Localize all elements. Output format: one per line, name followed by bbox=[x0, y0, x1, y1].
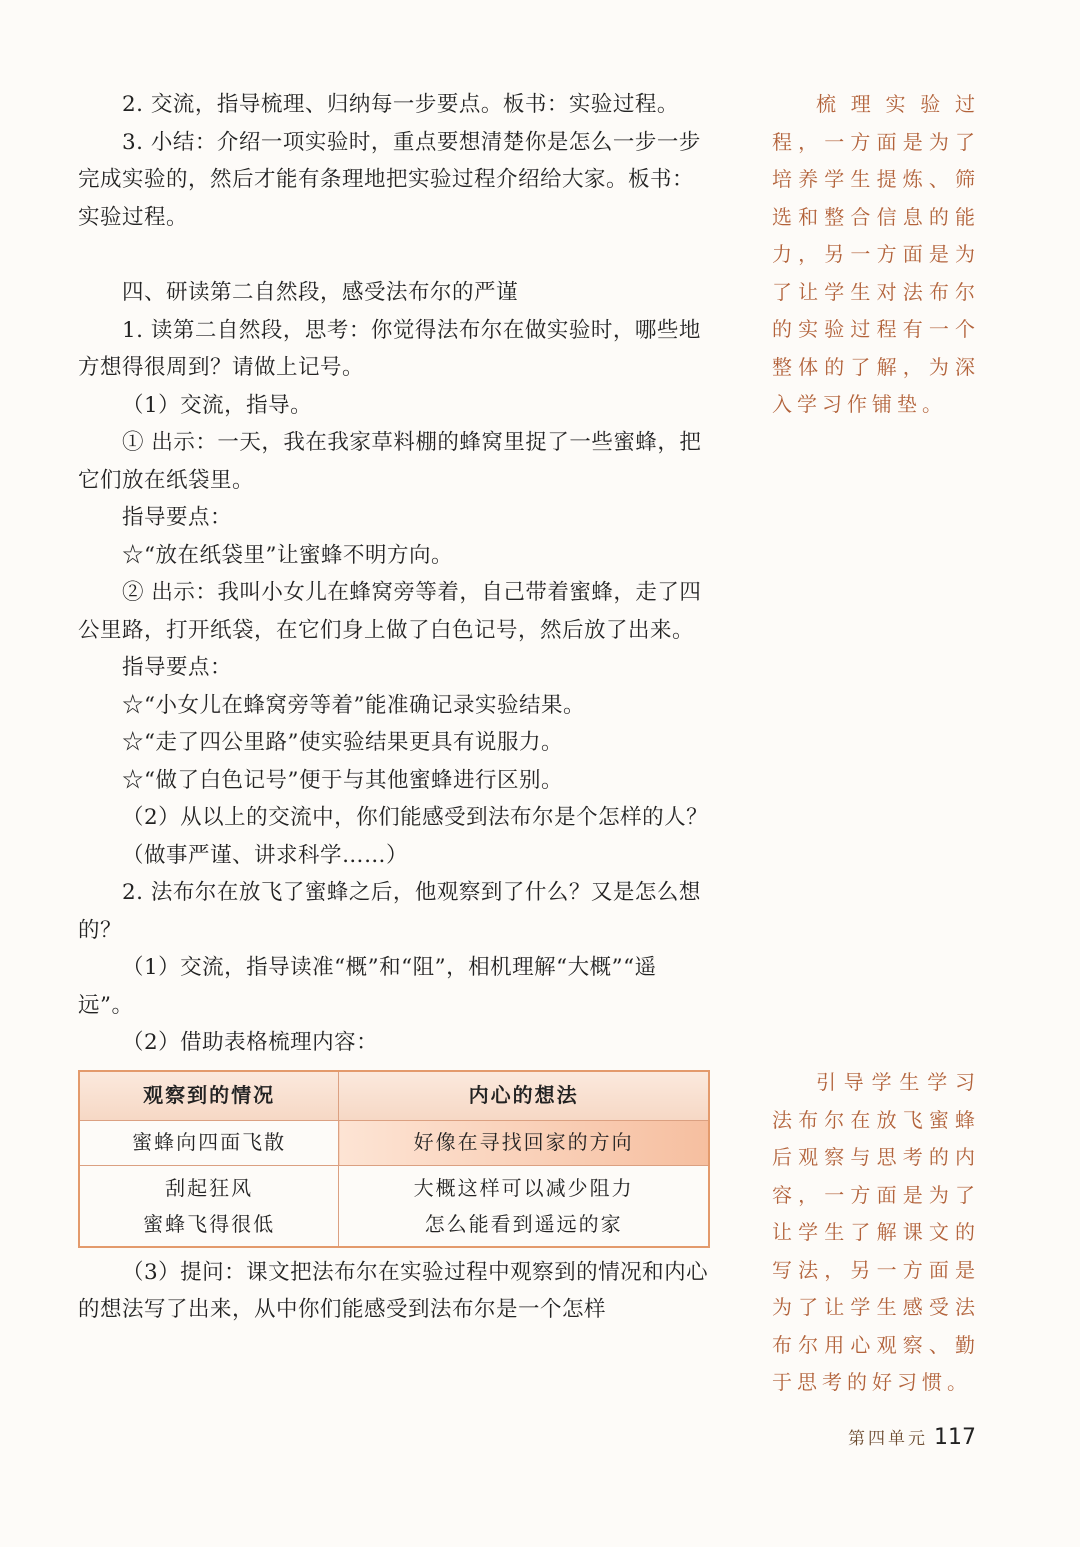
table-cell-highlighted: 好像在寻找回家的方向 bbox=[339, 1120, 709, 1165]
margin-note-text: 引导学生学习法布尔在放飞蜜蜂后观察与思考的内容，一方面是为了让学生了解课文的写法，另一方面是为了让学生感受法布尔用心观察、勤于思考的好习惯。 bbox=[772, 1070, 980, 1394]
paragraph: 1. 读第二自然段，思考：你觉得法布尔在做实验时，哪些地方想得很周到？请做上记号。 bbox=[78, 317, 701, 380]
table-cell bbox=[339, 1165, 709, 1247]
paragraph: ☆“走了四公里路”使实验结果更具有说服力。 bbox=[122, 730, 563, 755]
observation-table bbox=[78, 1070, 710, 1248]
table-row bbox=[79, 1120, 709, 1165]
paragraph: 2. 法布尔在放飞了蜜蜂之后，他观察到了什么？又是怎么想的？ bbox=[78, 880, 701, 943]
table-header-row bbox=[79, 1071, 709, 1121]
paragraph: ☆“放在纸袋里”让蜜蜂不明方向。 bbox=[122, 542, 453, 568]
page-footer bbox=[848, 1424, 976, 1450]
paragraph: ☆“小女儿在蜂窝旁等着”能准确记录实验结果。 bbox=[122, 692, 585, 718]
page-number: 117 bbox=[934, 1425, 976, 1450]
paragraph: 3. 小结：介绍一项实验时，重点要想清楚你是怎么一步一步完成实验的，然后才能有条理地把实验过程介绍给大家。板书：实验过程。 bbox=[78, 129, 701, 230]
paragraph: （1）交流，指导读准“概”和“阻”，相机理解“大概”“遥远”。 bbox=[78, 955, 657, 1018]
margin-note-text: 梳理实验过程，一方面是为了培养学生提炼、筛选和整合信息的能力，另一方面是为了让学生对法布尔的实验过程有一个整体的了解，为深入学习作铺垫。 bbox=[772, 92, 980, 416]
paragraph: ② 出示：我叫小女儿在蜂窝旁等着，自己带着蜜蜂，走了四公里路，打开纸袋，在它们身上做了白色记号，然后放了出来。 bbox=[78, 580, 702, 643]
margin-note bbox=[772, 1064, 980, 1402]
paragraph: （做事严谨、讲求科学……） bbox=[122, 842, 409, 868]
unit-label: 第四单元 bbox=[848, 1429, 928, 1449]
paragraph: （3）提问：课文把法布尔在实验过程中观察到的情况和内心的想法写了出来，从中你们能感受到法布尔是一个怎样 bbox=[78, 1259, 709, 1322]
paragraph: ① 出示：一天，我在我家草料棚的蜂窝里捉了一些蜜蜂，把它们放在纸袋里。 bbox=[78, 430, 702, 493]
paragraph: （1）交流，指导。 bbox=[122, 392, 313, 418]
margin-note bbox=[772, 86, 980, 424]
cell-line: 怎么能看到遥远的家 bbox=[424, 1211, 623, 1236]
paragraph: 2. 交流，指导梳理、归纳每一步要点。板书：实验过程。 bbox=[122, 92, 679, 117]
cell-line: 大概这样可以减少阻力 bbox=[413, 1175, 634, 1200]
paragraph: （2）从以上的交流中，你们能感受到法布尔是个怎样的人？ bbox=[122, 805, 709, 830]
paragraph: ☆“做了白色记号”便于与其他蜜蜂进行区别。 bbox=[122, 767, 563, 793]
paragraph: 指导要点： bbox=[122, 505, 233, 530]
cell-line: 刮起狂风 bbox=[165, 1175, 254, 1200]
table-header: 观察到的情况 bbox=[79, 1071, 339, 1121]
section-heading: 四、研读第二自然段，感受法布尔的严谨 bbox=[122, 280, 519, 305]
table-cell: 蜜蜂向四面飞散 bbox=[79, 1120, 339, 1165]
table-header: 内心的想法 bbox=[339, 1071, 709, 1121]
table-row bbox=[79, 1165, 709, 1247]
table-cell bbox=[79, 1165, 339, 1247]
main-text-column bbox=[78, 86, 710, 1329]
paragraph: （2）借助表格梳理内容： bbox=[122, 1030, 379, 1055]
cell-line: 蜜蜂飞得很低 bbox=[143, 1211, 276, 1236]
spacer bbox=[78, 236, 710, 274]
paragraph: 指导要点： bbox=[122, 655, 233, 680]
